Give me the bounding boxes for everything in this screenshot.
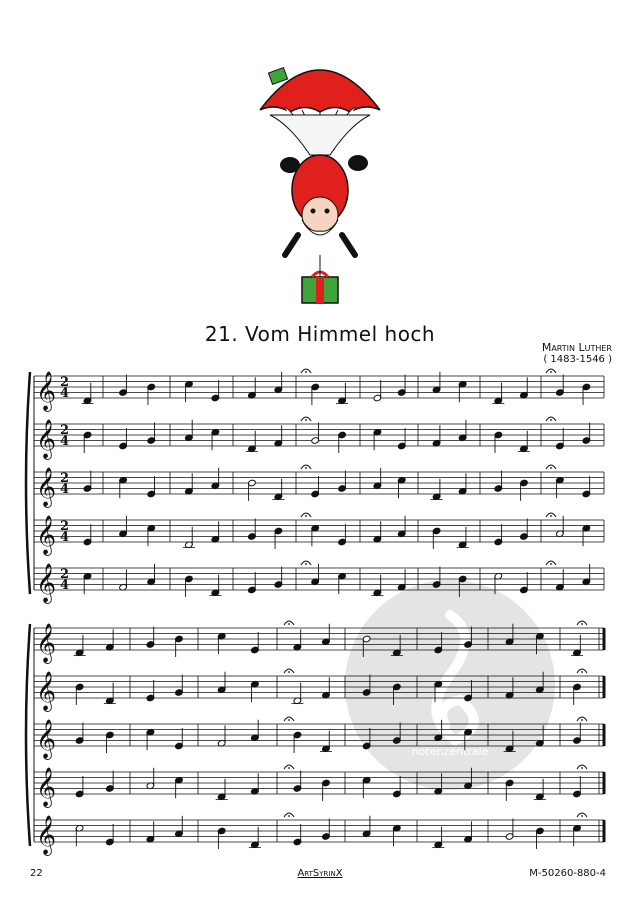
fermata-dot: [288, 719, 290, 721]
watermark-text: notenzentrale: [411, 745, 489, 758]
fermata-dot: [550, 419, 552, 421]
fermata-dot: [550, 371, 552, 373]
time-signature-top: 2: [60, 519, 70, 534]
treble-clef: 𝄞: [36, 671, 57, 711]
fermata-dot: [581, 623, 583, 625]
fermata-dot: [550, 515, 552, 517]
fermata-dot: [288, 815, 290, 817]
composer-name: Martin Luther: [541, 341, 612, 354]
piece-title: 21. Vom Himmel hoch: [204, 322, 436, 346]
fermata-dot: [305, 515, 307, 517]
time-signature-top: 2: [60, 471, 70, 486]
treble-clef: 𝄞: [36, 623, 57, 663]
fermata-dot: [288, 623, 290, 625]
fermata-dot: [581, 719, 583, 721]
treble-clef: 𝄞: [36, 467, 57, 507]
system-brace: [26, 372, 30, 594]
time-signature-top: 2: [60, 567, 70, 582]
page-number: 22: [30, 868, 43, 879]
treble-clef: 𝄞: [36, 767, 57, 807]
time-signature-top: 2: [60, 375, 70, 390]
fermata-dot: [581, 815, 583, 817]
treble-clef: 𝄞: [36, 563, 57, 603]
time-signature-bottom: 4: [60, 482, 70, 497]
fermata-dot: [305, 467, 307, 469]
time-signature-bottom: 4: [60, 578, 70, 593]
time-signature-bottom: 4: [60, 386, 70, 401]
treble-clef: 𝄞: [36, 419, 57, 459]
fermata-dot: [288, 767, 290, 769]
fermata-dot: [581, 767, 583, 769]
fermata-dot: [305, 371, 307, 373]
system-brace: [26, 624, 30, 846]
fermata-dot: [305, 563, 307, 565]
fermata-dot: [305, 419, 307, 421]
fermata-dot: [550, 467, 552, 469]
publisher-name: ArtSyrinX: [297, 868, 343, 879]
treble-clef: 𝄞: [36, 719, 57, 759]
fermata-dot: [288, 671, 290, 673]
time-signature-bottom: 4: [60, 434, 70, 449]
treble-clef: 𝄞: [36, 815, 57, 855]
catalog-number: M-50260-880-4: [529, 868, 606, 879]
composer-dates: ( 1483-1546 ): [543, 354, 612, 365]
time-signature-top: 2: [60, 423, 70, 438]
treble-clef: 𝄞: [36, 371, 57, 411]
fermata-dot: [550, 563, 552, 565]
fermata-dot: [581, 671, 583, 673]
time-signature-bottom: 4: [60, 530, 70, 545]
treble-clef: 𝄞: [36, 515, 57, 555]
